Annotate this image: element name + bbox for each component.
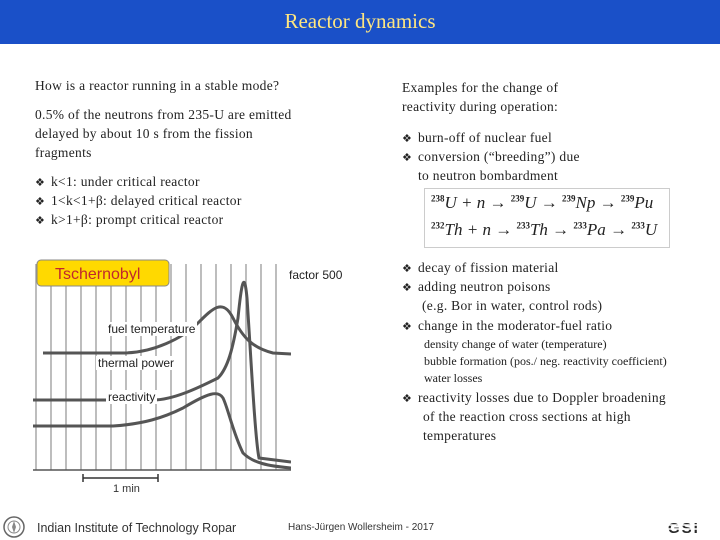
- chernobyl-graph: [33, 258, 291, 498]
- sub-item-density: density change of water (temperature): [424, 337, 607, 351]
- diamond-bullet-icon: ❖: [35, 196, 46, 208]
- bullet-delayed-critical: ❖ 1<k<1+β: delayed critical reactor: [35, 191, 242, 212]
- diamond-bullet-icon: ❖: [402, 393, 413, 405]
- neutron-poisons-continuation: (e.g. Bor in water, control rods): [422, 298, 603, 313]
- thorium-uranium-chain: $^{232}$Th + n → $^{233}$Th → $^{233}$Pa → $^{233}$U: [431, 220, 658, 239]
- fuel-temperature-label: fuel temperature: [108, 322, 196, 336]
- delayed-neutron-line-2: delayed by about 10 s from the fission: [35, 126, 253, 141]
- question-text: How is a reactor running in a stable mode?: [35, 78, 280, 93]
- sub-item-bubble: bubble formation (pos./ neg. reactivity coefficient): [424, 354, 667, 368]
- diamond-bullet-icon: ❖: [402, 321, 413, 333]
- diamond-bullet-icon: ❖: [402, 133, 413, 145]
- diamond-bullet-icon: ❖: [402, 152, 413, 164]
- reactivity-label: reactivity: [108, 390, 156, 404]
- footer-institution: Indian Institute of Technology Ropar: [37, 521, 237, 535]
- time-scale-label: 1 min: [113, 483, 140, 495]
- graph-title: Tschernobyl: [55, 266, 141, 283]
- bullet-prompt-critical: ❖ k>1+β: prompt critical reactor: [35, 210, 223, 231]
- bullet-undercritical: ❖ k<1: under critical reactor: [35, 172, 200, 193]
- bullet-burn-off: ❖ burn-off of nuclear fuel: [402, 128, 552, 149]
- factor-label: factor 500: [289, 268, 343, 282]
- doppler-continuation-2: temperatures: [423, 428, 497, 443]
- bullet-decay: ❖ decay of fission material: [402, 258, 559, 279]
- conversion-continuation: to neutron bombardment: [418, 168, 559, 183]
- delayed-neutron-line-1: 0.5% of the neutrons from 235-U are emitted: [35, 107, 292, 122]
- bullet-neutron-poisons: ❖ adding neutron poisons: [402, 277, 551, 298]
- doppler-continuation-1: of the reaction cross sections at high: [423, 409, 631, 424]
- thermal-power-label: thermal power: [98, 356, 175, 370]
- title-bar: [0, 0, 720, 44]
- sub-item-water-losses: water losses: [424, 371, 483, 385]
- institute-seal-icon: [2, 515, 26, 539]
- delayed-neutron-line-3: fragments: [35, 145, 92, 160]
- diamond-bullet-icon: ❖: [35, 177, 46, 189]
- slide-title: Reactor dynamics: [284, 9, 436, 33]
- bullet-conversion: ❖ conversion (“breeding”) due: [402, 147, 580, 168]
- bullet-moderator-ratio: ❖ change in the moderator-fuel ratio: [402, 316, 612, 337]
- footer-author: Hans-Jürgen Wollersheim - 2017: [288, 522, 434, 533]
- gsi-logo-icon: [664, 518, 716, 538]
- examples-line-2: reactivity during operation:: [402, 99, 559, 114]
- diamond-bullet-icon: ❖: [35, 215, 46, 227]
- diamond-bullet-icon: ❖: [402, 263, 413, 275]
- bullet-doppler: ❖ reactivity losses due to Doppler broadening: [402, 388, 666, 409]
- examples-line-1: Examples for the change of: [402, 80, 559, 95]
- breeding-reactions-box: [424, 188, 670, 248]
- svg-text:GSI: GSI: [668, 520, 700, 537]
- diamond-bullet-icon: ❖: [402, 282, 413, 294]
- uranium-plutonium-chain: $^{238}$U + n → $^{239}$U → $^{239}$Np → $^{239}$Pu: [431, 193, 654, 212]
